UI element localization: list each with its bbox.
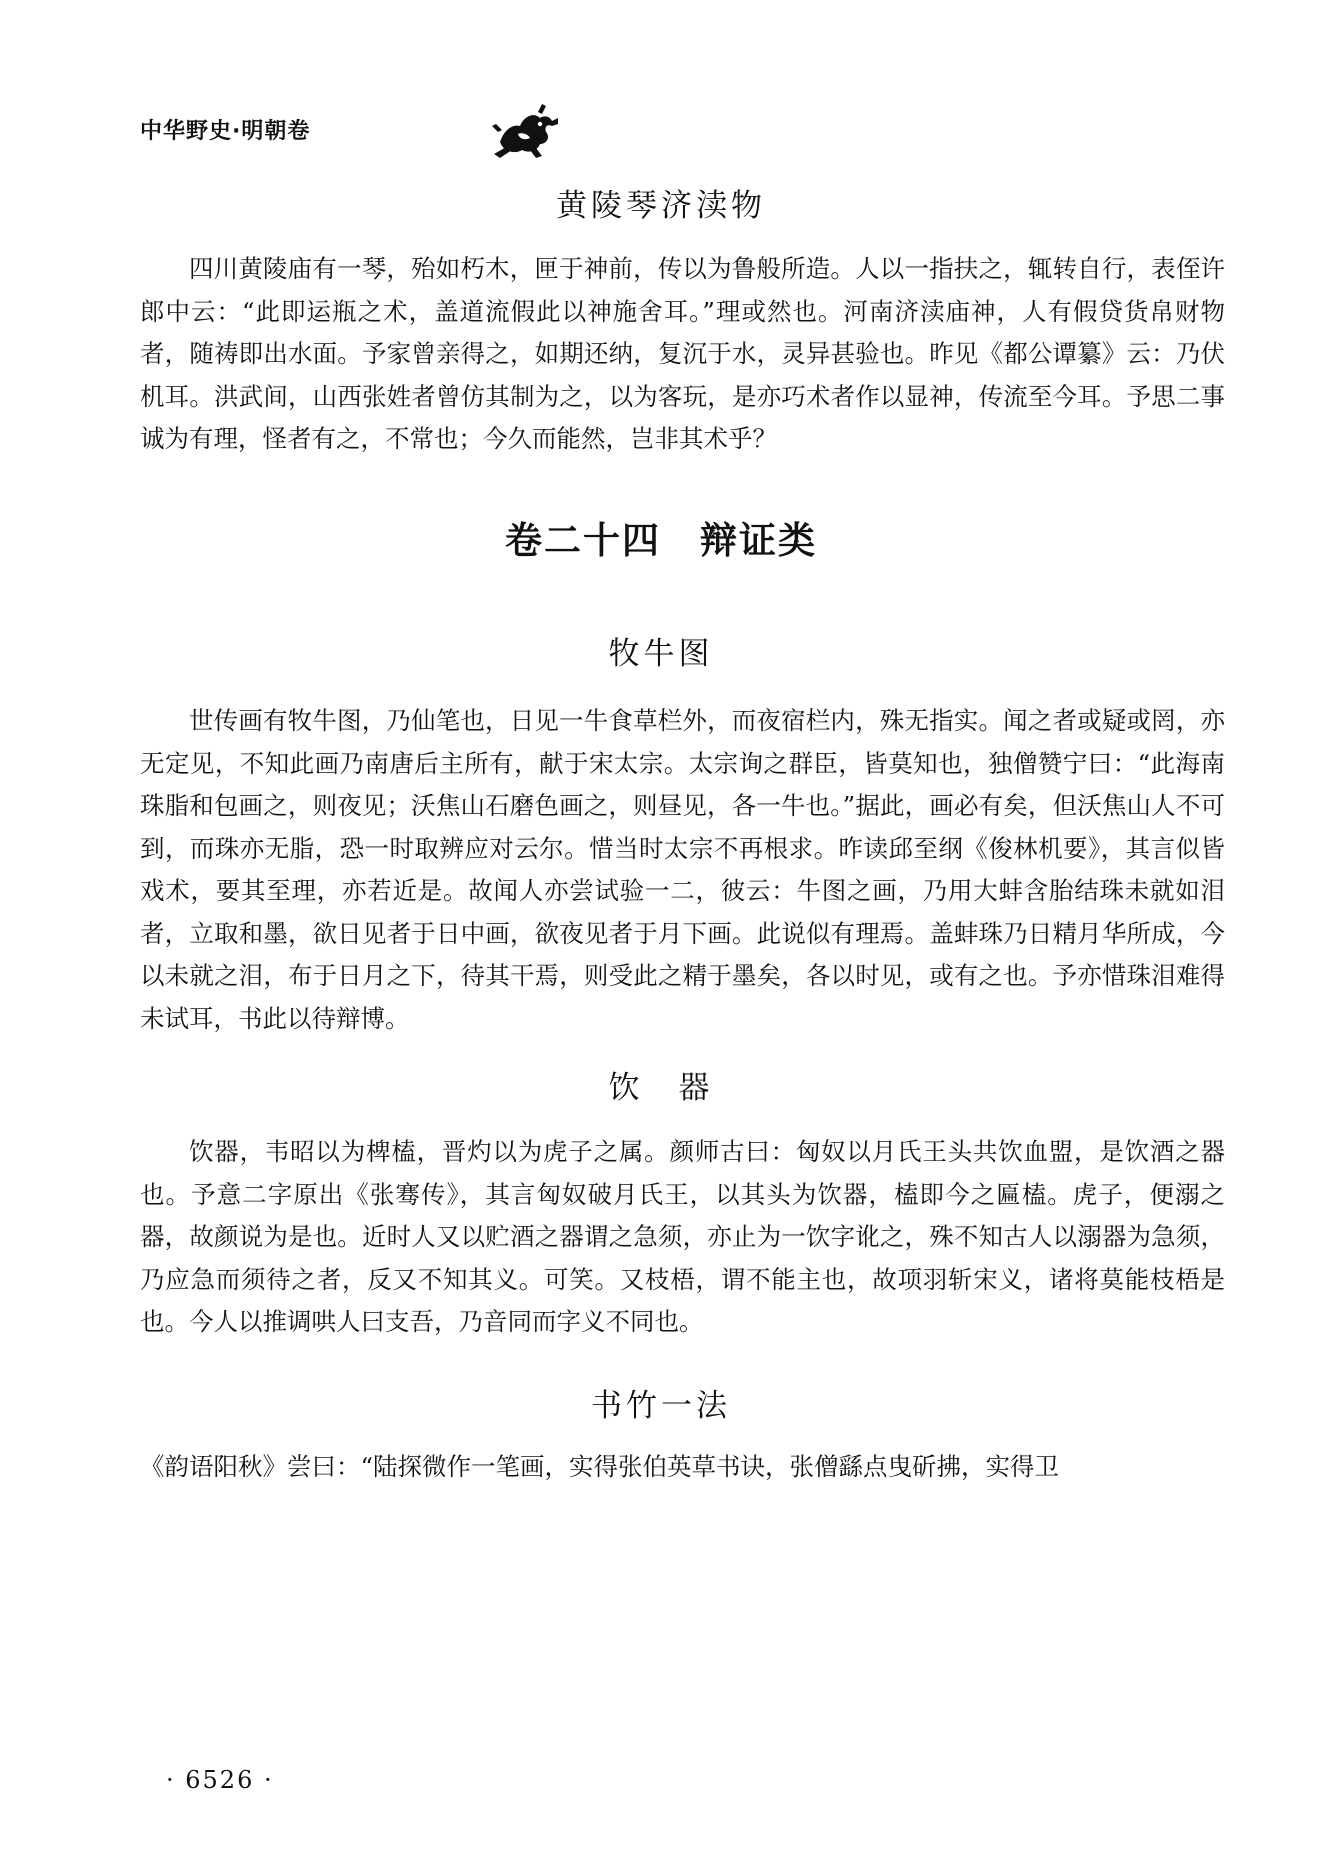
paragraph-shuzhu: 《韵语阳秋》尝曰：“陆探微作一笔画，实得张伯英草书诀，张僧繇点曳斫拂，实得卫 bbox=[140, 1452, 1060, 1481]
section-heading-huangling: 黄陵琴济渎物 bbox=[556, 188, 766, 224]
dragon-emblem-icon bbox=[490, 102, 560, 160]
paragraph-muniutu: 世传画有牧牛图，乃仙笔也，日见一牛食草栏外，而夜宿栏内，殊无指实。闻之者或疑或罔，亦无定见，不知此画乃南唐后主所有，献于宋太宗。太宗询之群臣，皆莫知也，独僧赞宁曰：“此海南珠脂和包画之，则夜见；沃焦山石磨色画之，则昼见，各一牛也。”据此，画必有矣，但沃焦山人不可到，而珠亦无脂，恐一时取辨应对云尔。惜当时太宗不再根求。昨读邱至纲《俊林机要》，其言似皆戏术，要其至理，亦若近是。故闻人亦尝试验一二，彼云：牛图之画，乃用大蚌含胎结珠未就如泪者，立取和墨，欲日见者于日中画，欲夜见者于月下画。此说似有理焉。盖蚌珠乃日精月华所成，今以未就之泪，布于日月之下，待其干焉，则受此之精于墨矣，各以时见，或有之也。予亦惜珠泪难得未试耳，书此以待辩博。 bbox=[140, 706, 1225, 1033]
page-number: · 6526 · bbox=[166, 1766, 274, 1794]
paragraph-yinqi: 饮器，韦昭以为椑榼，晋灼以为虎子之属。颜师古曰：匈奴以月氏王头共饮血盟，是饮酒之器也。予意二字原出《张骞传》，其言匈奴破月氏王，以其头为饮器，榼即今之匾榼。虎子，便溺之器，故颜说为是也。近时人又以贮酒之器谓之急须，亦止为一饮字讹之，殊不知古人以溺器为急须，乃应急而须待之者，反又不知其义。可笑。又枝梧，谓不能主也，故项羽斩宋义，诸将莫能枝梧是也。今人以推调哄人曰支吾，乃音同而字义不同也。 bbox=[140, 1137, 1225, 1336]
section-heading-muniutu: 牧牛图 bbox=[608, 636, 714, 672]
section-heading-shuzhu: 书竹一法 bbox=[591, 1388, 731, 1424]
running-header-title: 中华野史·明朝卷 bbox=[140, 119, 311, 144]
chapter-title: 卷二十四 辩证类 bbox=[505, 519, 817, 562]
paragraph-huangling: 四川黄陵庙有一琴，殆如朽木，匣于神前，传以为鲁般所造。人以一指扶之，辄转自行，表侄许郎中云：“此即运瓶之术，盖道流假此以神施舍耳。”理或然也。河南济渎庙神，人有假贷货帛财物者，随祷即出水面。予家曾亲得之，如期还纳，复沉于水，灵异甚验也。昨见《都公谭纂》云：乃伏机耳。洪武间，山西张姓者曾仿其制为之，以为客玩，是亦巧术者作以显神，传流至今耳。予思二事诚为有理，怪者有之，不常也；今久而能然，岂非其术乎？ bbox=[140, 254, 1225, 453]
section-heading-yinqi: 饮 器 bbox=[608, 1070, 714, 1106]
